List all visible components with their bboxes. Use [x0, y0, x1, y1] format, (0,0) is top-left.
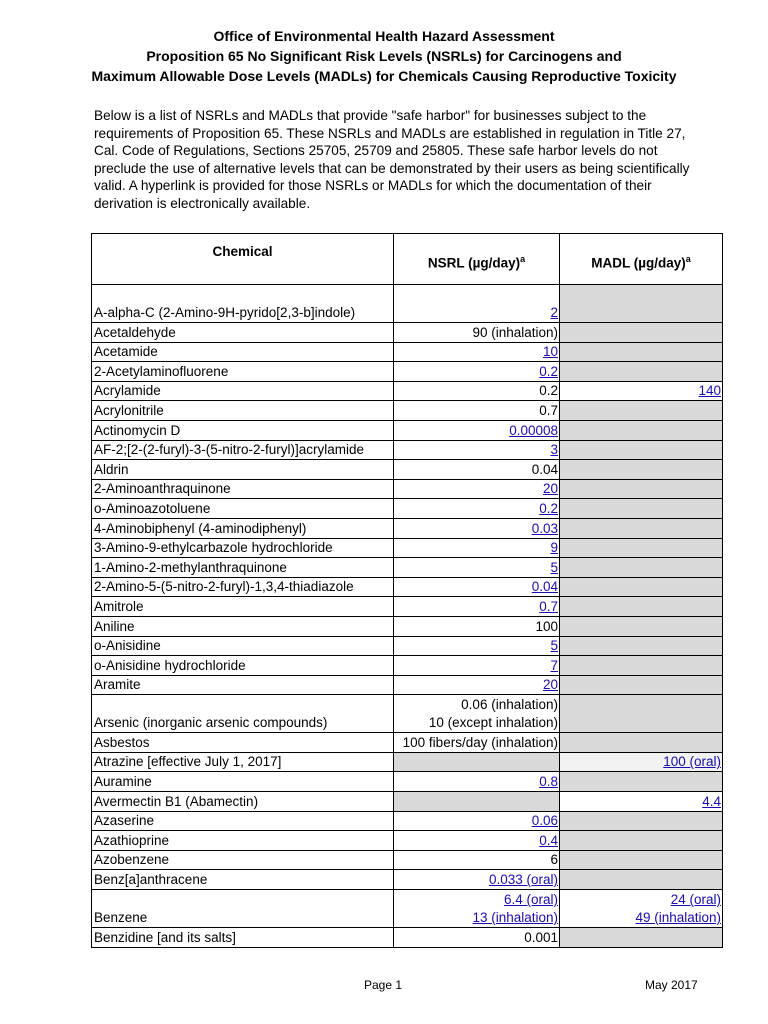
madl-value: [560, 928, 723, 948]
nsrl-value[interactable]: [394, 811, 560, 831]
nsrl-value-link[interactable]: 6.4 (oral): [503, 892, 558, 908]
madl-value: [560, 636, 723, 656]
madl-value: [560, 538, 723, 558]
document-subtitle: Maximum Allowable Dose Levels (MADLs) for Chemicals Causing Reproductive Toxicity: [91, 68, 677, 84]
nsrl-value: 0.06 (inhalation) 10 (except inhalation): [394, 695, 560, 733]
nsrl-value-link[interactable]: 0.8: [539, 774, 558, 790]
table-row: [92, 518, 723, 538]
nsrl-value-link[interactable]: 3: [550, 442, 558, 458]
table-row: [92, 362, 723, 382]
nsrl-value-link[interactable]: 13 (inhalation): [472, 910, 558, 926]
nsrl-value: 0.04: [394, 460, 560, 480]
nsrl-value: 0.7: [394, 401, 560, 421]
chemical-name: 2-Amino-5-(5-nitro-2-furyl)-1,3,4-thiadiazole: [92, 577, 394, 597]
header-chemical: Chemical: [92, 234, 394, 285]
chemical-name: Azaserine: [92, 811, 394, 831]
table-row: [92, 597, 723, 617]
intro-line: valid. A hyperlink is provided for those NSRLs or MADLs for which the documentation of their: [94, 178, 652, 194]
table-row: [92, 381, 723, 401]
table-row: [92, 890, 723, 928]
madl-value-link[interactable]: 140: [698, 383, 721, 399]
footnote-mark: a: [520, 253, 526, 264]
nsrl-value[interactable]: [394, 831, 560, 851]
chemical-name: o-Anisidine hydrochloride: [92, 656, 394, 676]
chemical-name: Asbestos: [92, 733, 394, 753]
table-row: [92, 323, 723, 343]
nsrl-value: 100: [394, 616, 560, 636]
chemical-name: 4-Aminobiphenyl (4-aminodiphenyl): [92, 518, 394, 538]
table-body: [92, 285, 723, 948]
nsrl-value[interactable]: [394, 675, 560, 695]
nsrl-value-link[interactable]: 0.033 (oral): [488, 872, 558, 888]
nsrl-value[interactable]: [394, 558, 560, 578]
madl-value: [560, 811, 723, 831]
nsrl-value-link[interactable]: 0.00008: [509, 422, 558, 438]
madl-value: [560, 772, 723, 792]
madl-value-link[interactable]: 100 (oral): [663, 754, 721, 770]
madl-value[interactable]: [560, 792, 723, 812]
table-row: [92, 656, 723, 676]
table-row: [92, 870, 723, 890]
nsrl-value-link[interactable]: 0.03: [531, 520, 558, 536]
chemical-name: o-Aminoazotoluene: [92, 499, 394, 519]
madl-value: [560, 479, 723, 499]
nsrl-value-link[interactable]: 0.2: [539, 500, 558, 516]
header-madl: MADL $(\mu g/day)^a$: [560, 234, 723, 285]
table-row: [92, 831, 723, 851]
intro-line: requirements of Proposition 65. These NSRLs and MADLs are established in regulation in Title 27,: [94, 125, 686, 141]
nsrl-value-link[interactable]: 2: [550, 305, 558, 320]
nsrl-value: 90 (inhalation): [394, 323, 560, 343]
nsrl-value[interactable]: [394, 772, 560, 792]
chemical-name: Acrylonitrile: [92, 401, 394, 421]
intro-line: Below is a list of NSRLs and MADLs that provide "safe harbor" for businesses subject to the: [94, 108, 647, 123]
page-number: Page 1: [364, 978, 403, 992]
table-row: [92, 792, 723, 812]
nsrl-value: 100 fibers/day (inhalation): [394, 733, 560, 753]
table-row: [92, 342, 723, 362]
madl-value: [560, 342, 723, 362]
madl-value-link[interactable]: 24 (oral): [670, 892, 721, 908]
nsrl-value[interactable]: [394, 518, 560, 538]
chemical-name: Acetaldehyde: [92, 323, 394, 343]
nsrl-value-link[interactable]: 9: [550, 540, 558, 556]
table-row: [92, 733, 723, 753]
table-header-row: [92, 234, 723, 285]
madl-value: [560, 577, 723, 597]
nsrl-value-link[interactable]: 0.04: [531, 579, 558, 595]
table-row: [92, 675, 723, 695]
chemical-name: Acetamide: [92, 342, 394, 362]
madl-value: [560, 401, 723, 421]
madl-value: [560, 616, 723, 636]
madl-value[interactable]: [560, 381, 723, 401]
nsrl-value: 0.001: [394, 928, 560, 948]
nsrl-value: 0.2: [394, 381, 560, 401]
madl-value-link[interactable]: 4.4: [702, 793, 721, 809]
chemical-name: Aldrin: [92, 460, 394, 480]
nsrl-madl-table: [91, 233, 723, 948]
chemical-name: 2-Acetylaminofluorene: [92, 362, 394, 382]
madl-value: [560, 597, 723, 617]
chemical-name: A-alpha-C (2-Amino-9H-pyrido[2,3-b]indole): [92, 285, 394, 323]
chemical-name: Azobenzene: [92, 850, 394, 870]
footer-date: May 2017: [645, 978, 698, 992]
madl-value: [560, 362, 723, 382]
nsrl-value[interactable]: [394, 420, 560, 440]
madl-value-link[interactable]: 49 (inhalation): [635, 910, 721, 926]
table-row: [92, 420, 723, 440]
chemical-name: Benzidine [and its salts]: [92, 928, 394, 948]
table-row: [92, 558, 723, 578]
nsrl-value[interactable]: [394, 636, 560, 656]
header-nsrl: NSRL $(\mu g/day)^a$: [394, 234, 560, 285]
madl-value[interactable]: [560, 752, 723, 772]
table-row: [92, 616, 723, 636]
nsrl-value[interactable]: [394, 362, 560, 382]
madl-value: [560, 323, 723, 343]
chemical-name: Benz[a]anthracene: [92, 870, 394, 890]
table-row: [92, 479, 723, 499]
nsrl-value[interactable]: [394, 656, 560, 676]
chemical-name: o-Anisidine: [92, 636, 394, 656]
table-row: [92, 460, 723, 480]
chemical-name: Arsenic (inorganic arsenic compounds): [92, 695, 394, 733]
chemical-name: Atrazine [effective July 1, 2017]: [92, 752, 394, 772]
intro-line: derivation is electronically available.: [94, 195, 311, 211]
table-row: [92, 772, 723, 792]
table-row: [92, 850, 723, 870]
chemical-name: Actinomycin D: [92, 420, 394, 440]
chemical-name: Azathioprine: [92, 831, 394, 851]
nsrl-value-link[interactable]: 10: [542, 344, 558, 360]
table-row: [92, 695, 723, 733]
nsrl-value[interactable]: [394, 870, 560, 890]
chemical-name: 2-Aminoanthraquinone: [92, 479, 394, 499]
table-row: [92, 285, 723, 323]
madl-value: [560, 733, 723, 753]
nsrl-value[interactable]: [394, 890, 560, 928]
nsrl-value: 6: [394, 850, 560, 870]
madl-value: [560, 440, 723, 460]
nsrl-value: [394, 752, 560, 772]
table-row: [92, 752, 723, 772]
chemical-name: 3-Amino-9-ethylcarbazole hydrochloride: [92, 538, 394, 558]
nsrl-value[interactable]: [394, 285, 560, 323]
chemical-name: 1-Amino-2-methylanthraquinone: [92, 558, 394, 578]
table-row: [92, 811, 723, 831]
nsrl-value-link[interactable]: 5: [550, 638, 558, 654]
nsrl-value-link[interactable]: 5: [550, 559, 558, 575]
footnote-mark: a: [685, 253, 691, 264]
madl-value[interactable]: [560, 890, 723, 928]
table-row: [92, 401, 723, 421]
madl-value: [560, 420, 723, 440]
madl-value: [560, 831, 723, 851]
nsrl-value[interactable]: [394, 499, 560, 519]
madl-value: [560, 558, 723, 578]
chemical-name: AF-2;[2-(2-furyl)-3-(5-nitro-2-furyl)]acrylamide: [92, 440, 394, 460]
nsrl-value-link[interactable]: 7: [550, 657, 558, 673]
nsrl-value: [394, 792, 560, 812]
nsrl-value[interactable]: [394, 538, 560, 558]
madl-value: [560, 499, 723, 519]
chemical-name: Aramite: [92, 675, 394, 695]
nsrl-value[interactable]: [394, 479, 560, 499]
madl-value: [560, 285, 723, 323]
nsrl-value[interactable]: [394, 342, 560, 362]
table-row: [92, 499, 723, 519]
table-row: [92, 636, 723, 656]
chemical-name: Benzene: [92, 890, 394, 928]
chemical-name: Avermectin B1 (Abamectin): [92, 792, 394, 812]
madl-value: [560, 518, 723, 538]
nsrl-value-link[interactable]: 0.7: [539, 598, 558, 614]
intro-paragraph: [94, 107, 714, 213]
chemical-name: Aniline: [92, 616, 394, 636]
nsrl-value[interactable]: [394, 597, 560, 617]
madl-value: [560, 695, 723, 733]
nsrl-value[interactable]: [394, 577, 560, 597]
chemical-name: Acrylamide: [92, 381, 394, 401]
table-row: [92, 577, 723, 597]
intro-line: Cal. Code of Regulations, Sections 25705, 25709 and 25805. These safe harbor levels do not: [94, 143, 658, 159]
chemical-name: Amitrole: [92, 597, 394, 617]
table-row: [92, 928, 723, 948]
chemical-name: Auramine: [92, 772, 394, 792]
madl-value: [560, 675, 723, 695]
nsrl-value-link[interactable]: 0.2: [539, 363, 558, 379]
nsrl-value[interactable]: [394, 440, 560, 460]
madl-value: [560, 850, 723, 870]
intro-line: preclude the use of alternative levels that can be demonstrated by their users as being scientifically: [94, 160, 690, 176]
table-row: [92, 538, 723, 558]
nsrl-value-link[interactable]: 20: [542, 677, 558, 693]
madl-value: [560, 870, 723, 890]
document-title: Proposition 65 No Significant Risk Levels (NSRLs) for Carcinogens and: [146, 48, 622, 64]
nsrl-value-link[interactable]: 0.4: [539, 832, 558, 848]
nsrl-value-link[interactable]: 20: [542, 481, 558, 497]
nsrl-value-link[interactable]: 0.06: [531, 813, 558, 829]
madl-value: [560, 656, 723, 676]
madl-value: [560, 460, 723, 480]
table-row: [92, 440, 723, 460]
office-title: Office of Environmental Health Hazard Assessment: [213, 28, 555, 44]
